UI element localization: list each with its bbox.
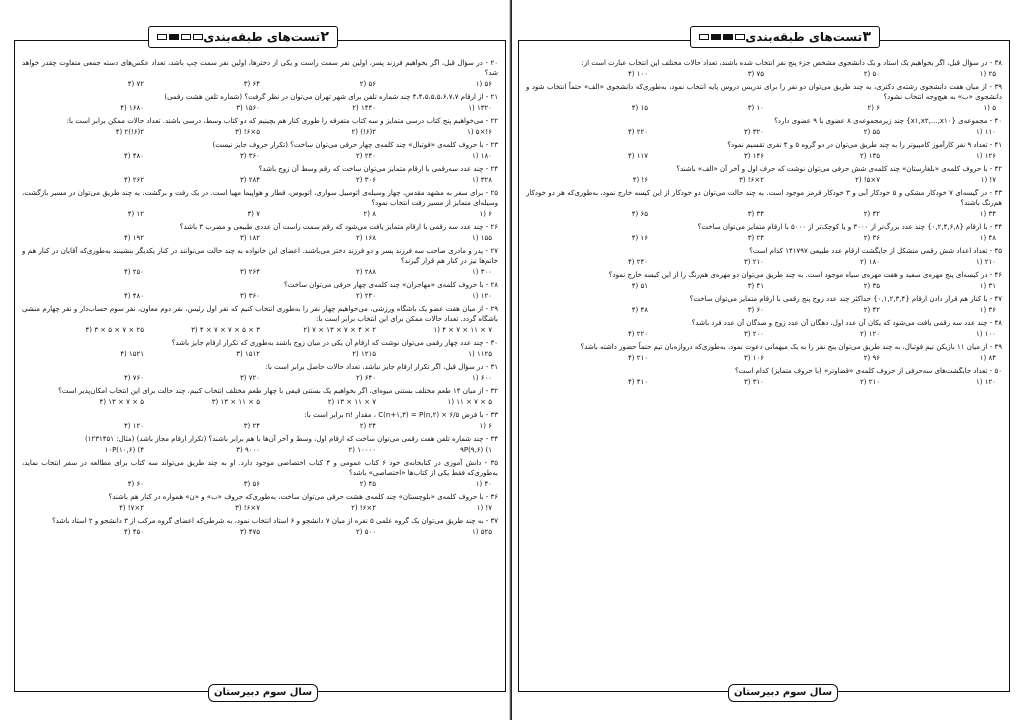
answer-option[interactable]: ۵۵ (۲: [863, 128, 880, 136]
question-text: ۴۳ - در گیسه‌ای ۷ خودکار مشکی و ۵ خودکار آبی و ۳ خودکار قرمز موجود است. به چند حالت می‌توان دو خودکار از این کیسه خارج نمود، به‌طوری‌که هر دو خودکار هم‌رنگ باشند؟: [526, 189, 1002, 207]
answer-option[interactable]: ۲۸۸ (۲: [355, 268, 376, 276]
answer-option[interactable]: ۱۰۰ (۱: [975, 330, 996, 338]
answer-options: [22, 102, 498, 115]
question-text: ۲۵ - برای سفر به مشهد مقدس، چهار وسیله‌ی اتومبیل سواری، اتوبوس، قطار و هواپیما مهیا است. در یک رفت و برگشت، به چند طریق می‌توان در مسیر بازگشت، وسیله‌ای متمایز از مسیر رفت انتخاب نمود؟: [22, 189, 498, 207]
answer-option[interactable]: ۶ (۲: [867, 104, 880, 112]
answer-option[interactable]: ۱۳۵ (۲: [859, 152, 880, 160]
question-text: ۲۳ - با حروف کلمه‌ی «فوتبال» چند کلمه‌ی چهار حرفی می‌توان ساخت؟ (تکرار حروف جایز نیست): [212, 141, 498, 149]
answer-option[interactable]: ۲×۶! (۲: [351, 504, 376, 512]
answer-option[interactable]: ۱۴۴۰ (۲: [352, 104, 376, 112]
answer-option[interactable]: ۴۵۰ (۴: [123, 528, 144, 536]
answer-option[interactable]: ۶!×۵ (۱: [467, 128, 492, 136]
question-item: [22, 188, 498, 221]
question-item: [22, 410, 498, 433]
answer-option[interactable]: ۵ × ۷ × ۱۱ (۱: [447, 398, 492, 406]
page-footer: سال سوم دبیرستان: [728, 684, 838, 702]
answer-option[interactable]: ۷ (۳: [247, 210, 260, 218]
answer-option[interactable]: ۲۲۰ (۴: [627, 128, 648, 136]
question-item: [526, 294, 1002, 317]
answer-option[interactable]: ۱۸۰ (۱: [471, 152, 492, 160]
answer-options: [22, 232, 498, 245]
answer-option[interactable]: ۴۸۰ (۴: [123, 152, 144, 160]
question-text: ۴۴ - با ارقام {۰,۲,۴,۶,۸} چند عدد بزرگ‌تر از ۳۰۰۰ و یا کوچک‌تر از ۵۰۰۰ با ارقام متمایز می‌توان ساخت؟: [697, 223, 1002, 231]
answer-option[interactable]: ۱۵۶۰ (۳: [236, 104, 260, 112]
answer-option[interactable]: ۲۵ (۱: [979, 70, 996, 78]
question-item: [22, 58, 498, 91]
answer-option[interactable]: ۷۲ (۴: [127, 80, 144, 88]
answer-option[interactable]: ۱۲۰ (۱: [471, 292, 492, 300]
answer-options: [526, 174, 1002, 187]
answer-option[interactable]: ۳۶ (۲: [863, 234, 880, 242]
answer-option[interactable]: ۳۶۰ (۳: [239, 292, 260, 300]
answer-option[interactable]: ۴۱ (۳: [747, 282, 764, 290]
page-number: ۲: [320, 29, 329, 45]
right-page: [512, 0, 1024, 720]
question-item: [22, 492, 498, 515]
answer-options: [526, 304, 1002, 317]
answer-option[interactable]: ۶۴۰ (۲: [355, 374, 376, 382]
question-text: ۲۴ - چند عدد سه‌رقمی با ارقام متمایز می‌توان ساخت که رقم وسط آن زوج باشد؟: [258, 165, 498, 173]
answer-option[interactable]: ۱۲۶ (۱: [975, 152, 996, 160]
page-number: ۳: [862, 29, 871, 45]
page-header: [690, 26, 880, 48]
question-text: ۳۱ - در سؤال قبل، اگر تکرار ارقام جایز نباشد، تعداد حالات حاصل برابر است با:: [265, 363, 498, 371]
answer-option[interactable]: ۱۱۰ (۱: [975, 128, 996, 136]
answer-option[interactable]: ۷! (۱: [476, 504, 492, 512]
answer-option[interactable]: ۱۰۰۰۰ (۲: [348, 446, 376, 454]
question-text: ۳۵ - دانش آموزی در کتابخانه‌ی خود ۶ کتاب عمومی و ۴ کتاب اختصاصی موجود دارد. او به چند طریق می‌تواند سه کتاب برای مطالعه در سفر انتخاب نماید، به‌طوری‌که فقط یکی از کتاب‌ها «اختصاصی» باشد؟: [22, 459, 498, 477]
question-item: [526, 58, 1002, 81]
question-item: [22, 280, 498, 303]
question-item: [526, 318, 1002, 341]
question-text: ۳۷ - به چند طریق می‌توان یک گروه علمی ۵ نفره از میان ۷ دانشجو و ۶ استاد انتخاب نمود، به شرطی‌که اعضای گروه مرکب از ۳ دانشجو و ۲ استاد باشد؟: [51, 517, 498, 525]
answer-options: [22, 174, 498, 187]
question-item: [22, 362, 498, 385]
answer-options: [526, 280, 1002, 293]
answer-options: [526, 150, 1002, 163]
answer-option[interactable]: ۲۴۰ (۴: [627, 258, 648, 266]
answer-option[interactable]: ۳۴ (۳: [747, 210, 764, 218]
answer-option[interactable]: ۱۶۸ (۲: [355, 234, 376, 242]
answer-option[interactable]: ۴۵ (۲: [359, 480, 376, 488]
answer-option[interactable]: ۱۲۰ (۱: [975, 378, 996, 386]
question-item: [526, 164, 1002, 187]
question-item: [22, 458, 498, 491]
answer-option[interactable]: ۲۵۰ (۴: [123, 268, 144, 276]
question-text: ۳۹ - از میان هفت دانشجوی رشته‌ی دکتری، به چند طریق می‌توان دو نفر را برای تدریس دروس پایه انتخاب نمود، به‌طوری‌که دانشجوی «الف» حتماً انتخاب شود و دانشجوی «ب» به هیچ‌وجه انتخاب نشود؟: [526, 83, 1002, 101]
question-text: ۴۱ - تعداد ۹ نفر کارآموز کامپیوتر را به چند طریق می‌توان در دو گروه ۵ و ۴ نفری تقسیم نمود؟: [727, 141, 1002, 149]
answer-option[interactable]: ۷ × ۱۱ × ۷ × ۴ (۱: [433, 326, 492, 334]
answer-option[interactable]: ۱۶۸۰ (۴: [120, 104, 144, 112]
answer-option[interactable]: ۱۱۷ (۴: [627, 152, 648, 160]
question-item: [526, 140, 1002, 163]
answer-option[interactable]: ۳۲۰ (۳: [743, 128, 764, 136]
answer-option[interactable]: ۴۰ (۱: [475, 480, 492, 488]
question-text: ۲۶ - چند عدد سه رقمی با ارقام متمایز یافت می‌شود که رقم سمت راست آن عددی طبیعی و مضرب ۳ باشد؟: [179, 223, 498, 231]
answer-option[interactable]: ۱۵ (۴: [631, 104, 648, 112]
question-item: [22, 164, 498, 187]
answer-options: [526, 256, 1002, 269]
answer-option[interactable]: ۳۲ (۲: [863, 210, 880, 218]
question-text: ۴۶ - در کیسه‌ای پنج مهره‌ی سفید و هفت مهره‌ی سیاه موجود است. به چند طریق می‌توان دو مهره‌ی هم‌رنگ را از این کیسه خارج نمود؟: [608, 271, 1002, 279]
answer-options: [22, 348, 498, 361]
answer-options: [526, 328, 1002, 341]
answer-option[interactable]: ۷×۵! (۲: [855, 176, 880, 184]
question-item: [22, 140, 498, 163]
answer-option[interactable]: ۳۱۰ (۳: [743, 378, 764, 386]
answer-options: [22, 266, 498, 279]
answer-option[interactable]: ۲۱۰ (۴: [627, 354, 648, 362]
answer-option[interactable]: ۳۱ (۱: [979, 282, 996, 290]
answer-option[interactable]: ۷! (۱: [980, 176, 996, 184]
question-text: ۴۲ - با حروف کلمه‌ی «بلغارستان» چند کلمه‌ی شش حرفی می‌توان نوشت که حرف اول و آخر آن «الف» باشند؟: [676, 165, 1002, 173]
answer-option[interactable]: ۲۰۰ (۳: [743, 330, 764, 338]
answer-option[interactable]: ۲۸۴ (۳: [239, 176, 260, 184]
answer-option[interactable]: ۸۴ (۱: [979, 354, 996, 362]
answer-options: [22, 150, 498, 163]
answer-option[interactable]: ۱۱۲۵ (۱: [468, 350, 492, 358]
question-text: ۲۲ - می‌خواهیم پنج کتاب درسی متمایز و سه کتاب متفرقه را طوری کنار هم بچینیم که دو کتاب وسط، درسی باشند. تعداد حالات ممکن برابر است با:: [66, 117, 498, 125]
answer-options: [526, 376, 1002, 389]
answer-option[interactable]: ۲۴ (۳: [243, 422, 260, 430]
question-item: [22, 222, 498, 245]
answer-options: [526, 102, 1002, 115]
question-text: ۲۹ - از میان هفت عضو یک باشگاه ورزشی، می‌خواهیم چهار نفر را به‌طوری انتخاب کنیم که نفر اول رئیس، نفر دوم معاون، نفر سوم حساب‌دار و نفر چهارم منشی باشگاه گردد. تعداد حالات ممکن برای این انتخاب برابر است با:: [22, 305, 498, 323]
question-list: [22, 58, 498, 678]
answer-option[interactable]: ۶۴ (۳: [243, 80, 260, 88]
question-item: [22, 516, 498, 539]
answer-option[interactable]: ۱۰۶ (۳: [743, 354, 764, 362]
question-item: [526, 116, 1002, 139]
question-text: ۴۰ - مجموعه‌ی {x۱,x۲,...,x۱۰} چند زیرمجموعه‌ی ۸ عضوی یا ۹ عضوی دارد؟: [774, 117, 1002, 125]
question-item: [526, 270, 1002, 293]
answer-option[interactable]: ۱۰ (۳: [747, 104, 764, 112]
question-item: [526, 188, 1002, 221]
progress-dots: [699, 34, 745, 40]
progress-dots: [157, 34, 203, 40]
question-item: [526, 222, 1002, 245]
answer-option[interactable]: ۳۵ (۲: [863, 282, 880, 290]
answer-options: [22, 420, 498, 433]
answer-option[interactable]: ۷۲۰ (۳: [239, 374, 260, 382]
answer-option[interactable]: ۲(۶!)۲ (۴: [115, 128, 144, 136]
answer-option[interactable]: ۵۲۵ (۱: [471, 528, 492, 536]
answer-option[interactable]: ۲۱۰ (۳: [743, 258, 764, 266]
question-text: ۵۰ - تعداد جایگشت‌های سه‌حرفی از حروف کلمه‌ی «قضاوتر» (با حروف متمایز) کدام است؟: [734, 367, 1002, 375]
answer-option[interactable]: ۵×۶! (۳: [235, 128, 260, 136]
answer-option[interactable]: ۱۲۰ (۲: [859, 330, 880, 338]
question-text: ۴۷ - با کنار هم قرار دادن ارقام {۰,۱,۲,۳,۴} حداکثر چند عدد زوج پنج رقمی با ارقام متمایز می‌توان ساخت؟: [689, 295, 1002, 303]
answer-option[interactable]: ۳۴ (۱: [979, 210, 996, 218]
answer-option[interactable]: ۶۰۰ (۱: [471, 374, 492, 382]
answer-options: [526, 68, 1002, 81]
answer-option[interactable]: ۲×۷! (۴: [119, 504, 144, 512]
question-text: ۳۴ - چند شماره تلفن هفت رقمی می‌توان ساخت که ارقام اول، وسط و آخر آن‌ها با هم برابر باشند؟ (تکرار ارقام مجاز باشد) (مثال: ۱۲۳۱۴۵۱): [84, 435, 498, 443]
answer-option[interactable]: ۳۶۰ (۳: [239, 152, 260, 160]
answer-option[interactable]: ۵ × ۷ × ۱۳ (۴: [99, 398, 144, 406]
answer-option[interactable]: ۱۳۲۰ (۱: [468, 104, 492, 112]
answer-option[interactable]: ۶۰ (۳: [747, 306, 764, 314]
answer-options: [22, 324, 498, 337]
question-item: [22, 434, 498, 457]
answer-option[interactable]: ۳ × ۵ × ۷ × ۷ × ۴ (۳: [191, 326, 260, 334]
answer-option[interactable]: ۲ × ۴ × ۷ × ۱۳ × ۷ (۲: [303, 326, 376, 334]
answer-option[interactable]: ۲۴۰ (۲: [355, 292, 376, 300]
question-text: ۳۸ - در سؤال قبل، اگر بخواهیم یک استاد و یک دانشجوی مشخص جزء پنج نفر انتخاب شده باشند، تعداد حالات مختلف این انتخاب عبارت است از:: [581, 59, 1002, 67]
answer-option[interactable]: ۶ (۱: [479, 210, 492, 218]
answer-option[interactable]: ۱۸۲ (۳: [239, 234, 260, 242]
answer-option[interactable]: ۳۲۸ (۱: [471, 176, 492, 184]
question-item: [526, 82, 1002, 115]
page-footer: سال سوم دبیرستان: [208, 684, 318, 702]
answer-options: [22, 126, 498, 139]
question-item: [22, 386, 498, 409]
answer-option[interactable]: ۵۰ (۲: [863, 70, 880, 78]
answer-options: [22, 372, 498, 385]
question-item: [22, 92, 498, 115]
answer-option[interactable]: ۵۶ (۱: [475, 80, 492, 88]
question-text: ۴۵ - تعداد اعداد شش رقمی متشکل از جایگشت ارقام عدد طبیعی ۱۴۱۷۹۷ کدام است؟: [749, 247, 1002, 255]
answer-option[interactable]: ۴۲ (۲: [863, 306, 880, 314]
question-text: ۳۶ - با حروف کلمه‌ی «بلوچستان» چند کلمه‌ی هشت حرفی می‌توان ساخت، به‌طوری‌که حروف «ب» و «ن» همواره در کنار هم باشند؟: [108, 493, 498, 501]
question-item: [526, 366, 1002, 389]
answer-option[interactable]: ۶ (۱: [479, 422, 492, 430]
question-text: ۲۷ - پدر و مادری صاحب سه فرزند پسر و دو فرزند دختر می‌باشند. اعضای این خانواده به چند حالت می‌توانند در کنار یکدیگر بنشینند به‌طوری‌که آقایان در کنار هم و خانم‌ها نیز در کنار هم قرار گیرند؟: [22, 247, 498, 265]
answer-option[interactable]: ۱۲۰ (۴: [123, 422, 144, 430]
answer-option[interactable]: ۱۰P(۱۰,۶) (۴: [104, 446, 144, 454]
question-text: ۴۹ - از میان ۱۱ بازیکن تیم فوتبال، به چند طریق می‌توان پنج نفر را به یک میهمانی دعوت نمود، به‌طوری‌که دروازه‌بان تیم حتماً حضور داشته باشد؟: [580, 343, 1002, 351]
answer-option[interactable]: ۹P(۹,۶) (۱: [460, 446, 492, 454]
question-item: [526, 342, 1002, 365]
answer-option[interactable]: ۵۰۰ (۲: [355, 528, 376, 536]
answer-options: [526, 232, 1002, 245]
answer-options: [22, 78, 498, 91]
answer-options: [22, 396, 498, 409]
question-text: ۳۲ - از میان ۱۴ طعم مختلف بستنی میوه‌ای، اگر بخواهیم یک بستنی قیفی با چهار طعم مختلف انتخاب کنیم، چند حالت برای این انتخاب امکان‌پذیر است؟: [58, 387, 498, 395]
answer-option[interactable]: ۶۵ (۴: [631, 210, 648, 218]
question-text: ۲۰ - در سؤال قبل، اگر بخواهیم فرزند پسر، اولین نفر سمت راست و یکی از دخترها، اولین نفر سمت چپ باشد، تعداد عکس‌های دسته جمعی متفاوت چقدر خواهد شد؟: [22, 59, 498, 77]
answer-option[interactable]: ۶۰ (۴: [127, 480, 144, 488]
answer-option[interactable]: ۴۸ (۴: [631, 306, 648, 314]
answer-option[interactable]: ۲۵ × ۷ × ۵ × ۳ (۴: [85, 326, 144, 334]
answer-option[interactable]: ۵۶ (۲: [359, 80, 376, 88]
answer-options: [22, 478, 498, 491]
answer-option[interactable]: ۴۱۰ (۴: [627, 378, 648, 386]
answer-option[interactable]: ۱۹۲ (۴: [123, 234, 144, 242]
answer-options: [526, 352, 1002, 365]
answer-options: [22, 290, 498, 303]
answer-option[interactable]: ۱۵۵ (۱: [471, 234, 492, 242]
page-header-title: تست‌های طبقه‌بندی: [745, 30, 863, 44]
question-text: ۳۰ - چند عدد چهار رقمی می‌توان نوشت که ارقام آن یکی در میان زوج باشند به‌طوری که تکرار ارقام جایز باشد؟: [171, 339, 498, 347]
question-text: ۲۱ - از ارقام ۴،۴،۵،۵،۵،۶،۷،۷ چند شماره تلفن برای شهر تهران می‌توان در نظر گرفت؟ (شماره تلفن هشت رقمی): [164, 93, 498, 101]
question-list: [526, 58, 1002, 678]
question-text: ۲۸ - با حروف کلمه‌ی «مهاجران» چند کلمه‌ی چهار حرفی می‌توان ساخت؟: [284, 281, 498, 289]
answer-option[interactable]: ۲۱۰ (۱: [975, 258, 996, 266]
answer-options: [526, 126, 1002, 139]
answer-option[interactable]: ۲۴ (۲: [359, 422, 376, 430]
answer-option[interactable]: ۱۶ (۴: [631, 234, 648, 242]
answer-option[interactable]: ۲(۶!) (۲: [351, 128, 376, 136]
answer-option[interactable]: ۶! (۴: [632, 176, 648, 184]
answer-option[interactable]: ۵۶ (۳: [243, 480, 260, 488]
answer-option[interactable]: ۱۵۲۱ (۴: [120, 350, 144, 358]
answer-options: [22, 526, 498, 539]
answer-option[interactable]: ۷۵ (۳: [747, 70, 764, 78]
question-item: [22, 116, 498, 139]
answer-option[interactable]: ۹۶ (۲: [863, 354, 880, 362]
answer-option[interactable]: ۴۷۵ (۳: [239, 528, 260, 536]
answer-option[interactable]: ۷۶۰ (۴: [123, 374, 144, 382]
answer-option[interactable]: ۹۰۰۰ (۳: [236, 446, 260, 454]
answer-option[interactable]: ۱۴۶ (۳: [743, 152, 764, 160]
answer-options: [22, 502, 498, 515]
answer-options: [22, 208, 498, 221]
page-header: [148, 26, 338, 48]
question-item: [22, 338, 498, 361]
answer-option[interactable]: ۴۸ (۱: [979, 234, 996, 242]
answer-option[interactable]: ۱۵۱۲ (۳: [236, 350, 260, 358]
answer-option[interactable]: ۸ (۲: [363, 210, 376, 218]
answer-option[interactable]: ۱۰۰ (۴: [627, 70, 648, 78]
answer-options: [22, 444, 498, 457]
answer-options: [526, 208, 1002, 221]
answer-option[interactable]: ۳۰۰ (۱: [471, 268, 492, 276]
answer-option[interactable]: ۱۲ (۴: [127, 210, 144, 218]
answer-option[interactable]: ۲۴ (۳: [747, 234, 764, 242]
answer-option[interactable]: ۷×۶! (۳: [235, 504, 260, 512]
answer-option[interactable]: ۵ (۱: [983, 104, 996, 112]
question-text: ۴۸ - چند عدد سه رقمی یافت می‌شود که یکان آن عدد اول، دهگان آن عدد زوج و صدگان آن عدد فرد باشد؟: [691, 319, 1002, 327]
answer-option[interactable]: ۳۰۶ (۲: [355, 176, 376, 184]
answer-option[interactable]: ۱۸۰ (۲: [859, 258, 880, 266]
question-item: [526, 246, 1002, 269]
answer-option[interactable]: ۲۲۰ (۴: [627, 330, 648, 338]
answer-option[interactable]: ۴۸۰ (۴: [123, 292, 144, 300]
question-text: ۳۳ - با فرض C(n+۱,۳) = P(n,۲) × ۶/۵ ، مقدار !n برابر است با:: [304, 411, 498, 419]
answer-option[interactable]: ۷ × ۱۱ × ۱۳ (۲: [327, 398, 376, 406]
answer-option[interactable]: ۲×۶! (۳: [739, 176, 764, 184]
answer-option[interactable]: ۲۴۰ (۲: [355, 152, 376, 160]
answer-option[interactable]: ۲۶۲ (۴: [123, 176, 144, 184]
answer-option[interactable]: ۵ × ۱۱ × ۱۳ (۳: [211, 398, 260, 406]
answer-option[interactable]: ۲۶۴ (۳: [239, 268, 260, 276]
page-header-title: تست‌های طبقه‌بندی: [203, 30, 321, 44]
answer-option[interactable]: ۲۱۰ (۲: [859, 378, 880, 386]
question-item: [22, 304, 498, 337]
answer-option[interactable]: ۱۲۱۵ (۲: [352, 350, 376, 358]
answer-option[interactable]: ۵۱ (۴: [631, 282, 648, 290]
question-item: [22, 246, 498, 279]
answer-option[interactable]: ۳۶ (۱: [979, 306, 996, 314]
